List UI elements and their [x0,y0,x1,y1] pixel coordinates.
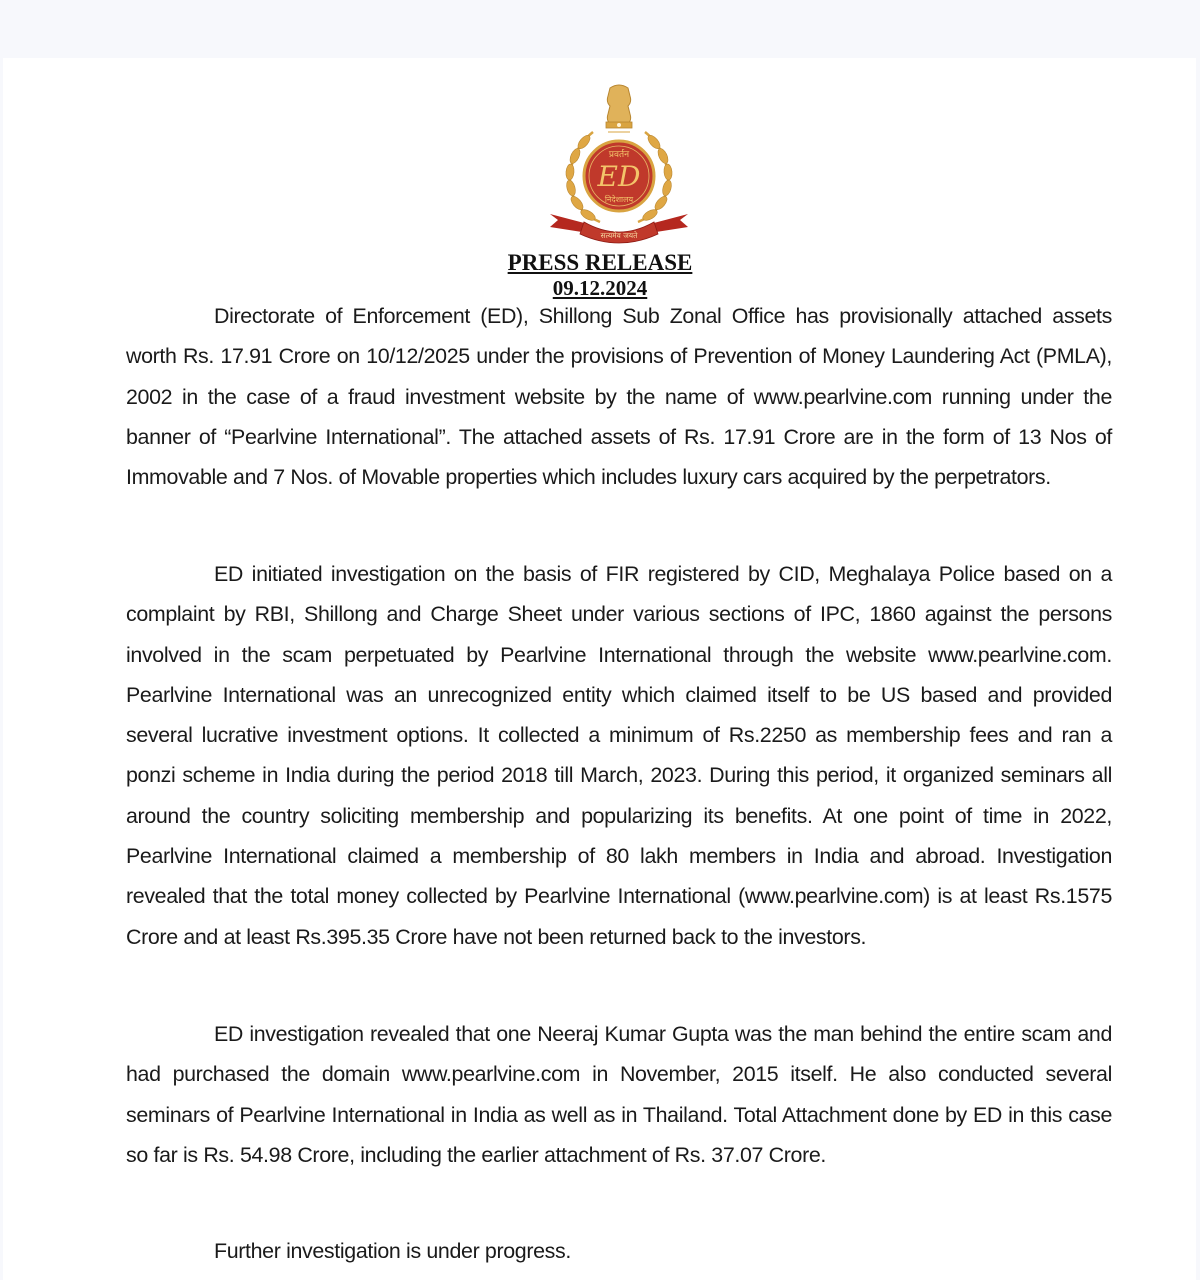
press-release-heading: PRESS RELEASE [507,250,693,275]
emblem-bottom-text: निदेशालय [604,195,634,204]
press-release-date: 09.12.2024 [552,276,648,300]
paragraph-investigation [126,554,1112,957]
ed-emblem-logo [548,82,690,248]
ed-seal-icon [584,141,654,211]
emblem-motto: सत्यमेव जयते [600,231,638,240]
emblem-top-text: प्रवर्तन [608,150,630,160]
paragraph-text: ED investigation revealed that one Neeraj Kumar Gupta was the man behind the entire scam and had purchased the domain www.pearlvine.com in November, 2015 itself. He also conducted several seminars of Pearlvine International in India as well as in Thailand. Total Attachment done by ED in this case so far is Rs. 54.98 Crore, including the earlier attachment of Rs. 37.07 Crore. [126,1022,1112,1167]
paragraph-text: Further investigation is under progress. [214,1239,571,1263]
paragraph-text: Directorate of Enforcement (ED), Shillong Sub Zonal Office has provisionally attached assets worth Rs. 17.91 Crore on 10/12/2025 under the provisions of Prevention of Money Laundering Act (PMLA), 2002 in the case of a fraud investment website by the name of www.pearlvine.com running under the banner of “Pearlvine International”. The attached assets of Rs. 17.91 Crore are in the form of 13 Nos of Immovable and 7 Nos. of Movable properties which includes luxury cars acquired by the perpetrators. [126,304,1112,490]
paragraph-text: ED initiated investigation on the basis of FIR registered by CID, Meghalaya Police based on a complaint by RBI, Shillong and Charge Sheet under various sections of IPC, 1860 against the persons involved in the scam perpetuated by Pearlvine International through the website www.pearlvine.com. Pearlvine International was an unrecognized entity which claimed itself to be US based and provided several lucrative investment options. It collected a minimum of Rs.2250 as membership fees and ran a ponzi scheme in India during the period 2018 till March, 2023. During this period, it organized seminars all around the country soliciting membership and popularizing its benefits. At one point of time in 2022, Pearlvine International claimed a membership of 80 lakh members in India and abroad. Investigation revealed that the total money collected by Pearlvine International (www.pearlvine.com) is at least Rs.1575 Crore and at least Rs.395.35 Crore have not been returned back to the investors. [126,562,1112,949]
paragraph-further-investigation [126,1231,1112,1271]
lion-capital-icon [606,85,632,132]
paragraph-findings [126,1014,1112,1175]
paragraph-attachment [126,296,1112,497]
ed-monogram: ED [597,160,641,193]
motto-ribbon-icon [550,214,688,243]
top-background-band [0,0,1200,58]
